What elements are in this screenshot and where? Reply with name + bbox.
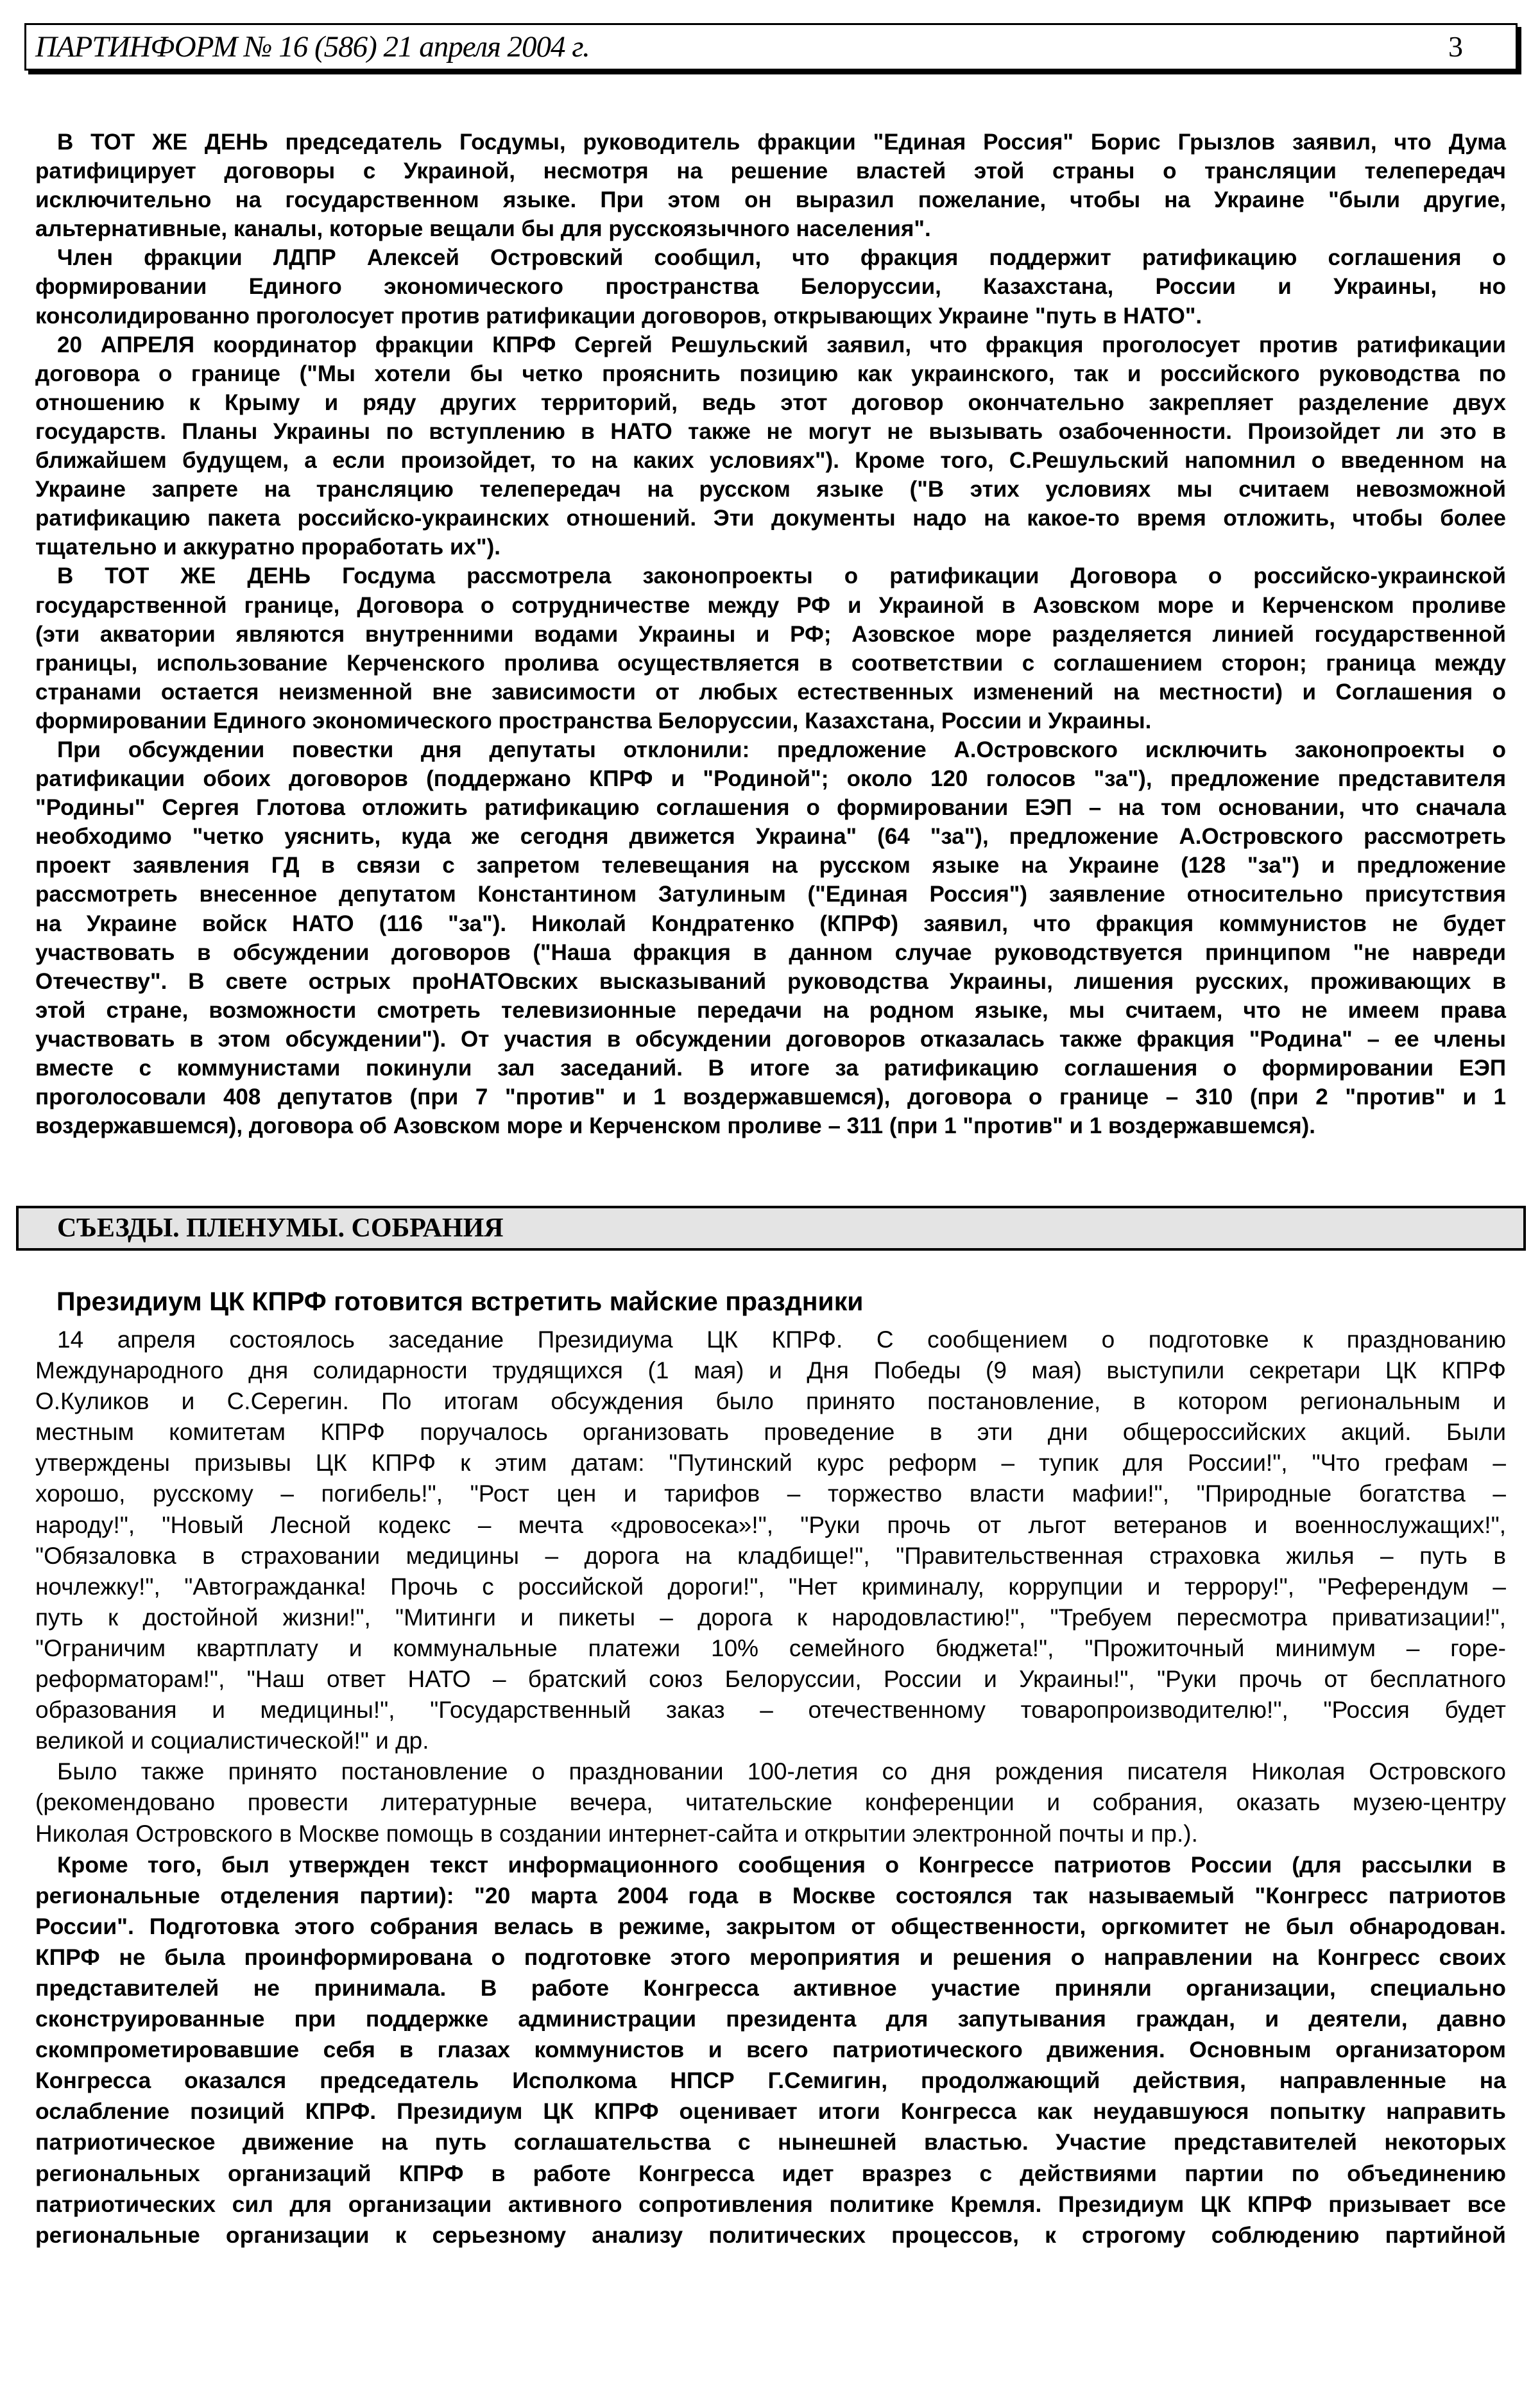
text-line: формировании Единого экономического пространства Белоруссии, Казахстана, России и Украины, но: [35, 274, 1506, 300]
text-line: реформаторам!", "Наш ответ НАТО – братский союз Белоруссии, России и Украины!", "Руки прочь от бесплатного: [35, 1666, 1506, 1693]
text-line: на Украине войск НАТО (116 "за"). Николай Кондратенко (КПРФ) заявил, что фракция коммунистов не будет: [35, 911, 1506, 936]
text-line: Международного дня солидарности трудящихся (1 мая) и Дня Победы (9 мая) выступили секретари ЦК КПРФ: [35, 1357, 1506, 1384]
text-line: России". Подготовка этого собрания велась в режиме, закрытом от общественности, оргкомитет не был обнародован.: [35, 1913, 1506, 1939]
text-line: Кроме того, был утвержден текст информационного сообщения о Конгрессе патриотов России (для рассылки в: [57, 1851, 1506, 1878]
paragraph: [35, 1324, 1506, 1756]
text-line: В ТОТ ЖЕ ДЕНЬ Госдума рассмотрела законопроекты о ратификации Договора о российско-украинской: [57, 563, 1506, 589]
text-line: отношению к Крыму и ряду других территорий, ведь этот договор окончательно закрепляет разделение двух: [35, 390, 1506, 415]
text-line: О.Куликов и С.Серегин. По итогам обсуждения было принято постановление, в котором региональным и: [35, 1388, 1506, 1415]
text-line: проект заявления ГД в связи с запретом телевещания на русском языке на Украине (128 "за") и предложение: [35, 853, 1506, 878]
text-line: ночлежку!", "Автогражданка! Прочь с российской дороги!", "Нет криминалу, коррупции и террору!", "Референдум –: [35, 1573, 1506, 1600]
text-line: путь к достойной жизни!", "Митинги и пикеты – дорога к народовластию!", "Требуем пересмотра приватизации!",: [35, 1604, 1506, 1631]
page-number: 3: [1448, 30, 1463, 63]
text-line: сконструированные при поддержке администрации президента для запутывания граждан, и деятели, давно: [35, 2006, 1506, 2032]
article-title: Президиум ЦК КПРФ готовится встретить майские праздники: [56, 1287, 864, 1316]
text-line: государств. Планы Украины по вступлению в НАТО также не могут не вызывать озабоченности. Произойдет ли это в: [35, 418, 1506, 444]
text-line: договора о границе ("Мы хотели бы четко прояснить позицию как украинского, так и российского руководства по: [35, 361, 1506, 386]
text-line: региональные отделения партии): "20 марта 2004 года в Москве состоялся так называемый "Конгресс патриотов: [35, 1882, 1506, 1908]
text-line: народу!", "Новый Лесной кодекс – мечта «дровосека»!", "Руки прочь от льгот ветеранов и военнослужащих!",: [35, 1511, 1506, 1538]
text-line: ратифицирует договоры с Украиной, несмотря на решение властей этой страны о трансляции телепередач: [35, 159, 1506, 184]
text-line: В ТОТ ЖЕ ДЕНЬ председатель Госдумы, руководитель фракции "Единая Россия" Борис Грызлов заявил, что Дума: [57, 130, 1506, 155]
text-line: странами остается неизменной вне зависимости от любых естественных изменений на местности) и Соглашения о: [35, 679, 1506, 705]
text-line: этой стране, возможности смотреть телевизионные передачи на родном языке, мы считаем, что не имеем права: [35, 997, 1506, 1023]
text-line: консолидированно проголосует против ратификации договоров, открывающих Украине "путь в НАТО".: [35, 303, 1202, 329]
text-line: участвовать в обсуждении договоров ("Наша фракция в данном случае руководствуется принципом "не навреди: [35, 939, 1506, 965]
text-line: региональные организации к серьезному анализу политических процессов, к строгому соблюдению партийной: [35, 2222, 1506, 2248]
text-line: "Родины" Сергея Глотова отложить ратификацию соглашения о формировании ЕЭП – на том основании, что сначала: [35, 795, 1506, 821]
text-line: КПРФ не была проинформирована о подготовке этого мероприятия и решения о направлении на Конгресс своих: [35, 1944, 1506, 1970]
text-line: При обсуждении повестки дня депутаты отклонили: предложение А.Островского исключить законопроекты о: [57, 737, 1506, 762]
text-line: (эти акватории являются внутренними водами Украины и РФ; Азовское море разделяется линией государственной: [35, 621, 1506, 647]
text-line: исключительно на государственном языке. При этом он выразил пожелание, чтобы на Украине "были другие,: [35, 187, 1506, 213]
text-line: хорошо, русскому – погибель!", "Рост цен и тарифов – торжество власти мафии!", "Природные богатства –: [35, 1480, 1506, 1507]
text-line: вместе с коммунистами покинули зал заседаний. В итоге за ратификацию соглашения о формировании ЕЭП: [35, 1056, 1506, 1081]
text-line: представителей не принимала. В работе Конгресса активное участие приняли организации, специально: [35, 1975, 1506, 2001]
text-line: Николая Островского в Москве помощь в создании интернет-сайта и открытии электронной почты и пр.).: [35, 1820, 1198, 1847]
text-line: ратификации обоих договоров (поддержано КПРФ и "Родиной"; около 120 голосов "за"), предложение представителя: [35, 766, 1506, 792]
text-line: местным комитетам КПРФ поручалось организовать проведение в эти дни общероссийских акций. Были: [35, 1419, 1506, 1446]
rubric-title: СЪЕЗДЫ. ПЛЕНУМЫ. СОБРАНИЯ: [57, 1213, 504, 1243]
text-line: альтернативные, каналы, которые вещали бы для русскоязычного населения".: [35, 216, 931, 242]
text-line: необходимо "четко уяснить, куда же сегодня движется Украина" (64 "за"), предложение А.Островского рассмотреть: [35, 824, 1506, 850]
text-line: региональных организаций КПРФ в работе Конгресса идет вразрез с действиями партии по объединению: [35, 2160, 1506, 2186]
publication-title: ПАРТИНФОРМ № 16 (586) 21 апреля 2004 г.: [35, 30, 590, 64]
paragraph: [35, 243, 1506, 330]
text-line: Отечеству". В свете острых проНАТОвских высказываний руководства Украины, лишения русских, проживающих в: [35, 968, 1506, 994]
article-body: [35, 1324, 1506, 2250]
text-line: тщательно и аккуратно проработать их").: [35, 535, 501, 560]
running-header: [24, 23, 1518, 71]
text-line: ближайшем будущем, а если произойдет, то на каких условиях"). Кроме того, С.Решульский напомнил о введенном на: [35, 448, 1506, 474]
text-line: границы, использование Керченского пролива осуществляется в соответствии с соглашением сторон; граница между: [35, 650, 1506, 676]
text-line: скомпрометировавшие себя в глазах коммунистов и всего патриотического движения. Основным организатором: [35, 2037, 1506, 2063]
text-line: "Обязаловка в страховании медицины – дорога на кладбище!", "Правительственная страховка жилья – путь в: [35, 1542, 1506, 1569]
text-line: (рекомендовано провести литературные вечера, читательские конференции и собрания, оказать музею-центру: [35, 1789, 1506, 1816]
paragraph: [35, 735, 1506, 1140]
text-line: великой и социалистической!" и др.: [35, 1727, 429, 1754]
text-line: утверждены призывы ЦК КПРФ к этим датам: "Путинский курс реформ – тупик для России!", "Что грефам –: [35, 1450, 1506, 1477]
paragraph: [35, 128, 1506, 243]
text-line: Было также принято постановление о праздновании 100-летия со дня рождения писателя Николая Островского: [57, 1758, 1506, 1785]
text-line: Конгресса оказался председатель Исполкома НПСР Г.Семигин, продолжающий действия, направленные на: [35, 2068, 1506, 2094]
text-line: воздержавшемся), договора об Азовском море и Керченском проливе – 311 (при 1 "против" и 1 воздержавшемся).: [35, 1113, 1316, 1139]
text-line: проголосовали 408 депутатов (при 7 "против" и 1 воздержавшемся), договора о границе – 310 (при 2 "против" и 1: [35, 1084, 1506, 1110]
paragraph: [35, 330, 1506, 562]
text-line: Украине запрете на трансляцию телепередач на русском языке ("В этих условиях мы считаем невозможной: [35, 477, 1506, 502]
text-line: 20 АПРЕЛЯ координатор фракции КПРФ Сергей Решульский заявил, что фракция проголосует против ратификации: [57, 332, 1506, 357]
text-line: государственной границе, Договора о сотрудничестве между РФ и Украиной в Азовском море и Керченском проливе: [35, 592, 1506, 618]
text-line: ослабление позиций КПРФ. Президиум ЦК КПРФ оценивает итоги Конгресса как неудавшуюся попытку направить: [35, 2098, 1506, 2125]
text-line: формировании Единого экономического пространства Белоруссии, Казахстана, России и Украины.: [35, 708, 1152, 733]
paragraph: [35, 561, 1506, 735]
text-line: ратификацию пакета российско-украинских отношений. Эти документы надо на какое-то время отложить, чтобы более: [35, 506, 1506, 531]
text-line: патриотических сил для организации активного сопротивления политике Кремля. Президиум ЦК КПРФ призывает все: [35, 2191, 1506, 2217]
news-section: [35, 128, 1506, 1140]
text-line: рассмотреть внесенное депутатом Константином Затулиным ("Единая Россия") заявление относительно присутствия: [35, 882, 1506, 907]
paragraph: [35, 1756, 1506, 1849]
text-line: образования и медицины!", "Государственный заказ – отечественному товаропроизводителю!", "Россия будет: [35, 1697, 1506, 1724]
rubric-header: [16, 1206, 1526, 1251]
text-line: патриотическое движение на путь соглашательства с нынешней властью. Участие представителей некоторых: [35, 2129, 1506, 2155]
text-line: 14 апреля состоялось заседание Президиума ЦК КПРФ. С сообщением о подготовке к празднованию: [57, 1326, 1506, 1353]
text-line: "Ограничим квартплату и коммунальные платежи 10% семейного бюджета!", "Прожиточный минимум – горе-: [35, 1634, 1506, 1661]
text-line: участвовать в этом обсуждении"). От участия в обсуждении договоров отказалась также фракция "Родина" – ее члены: [35, 1026, 1506, 1052]
paragraph: [35, 1849, 1506, 2250]
text-line: Член фракции ЛДПР Алексей Островский сообщил, что фракция поддержит ратификацию соглашения о: [57, 245, 1506, 271]
